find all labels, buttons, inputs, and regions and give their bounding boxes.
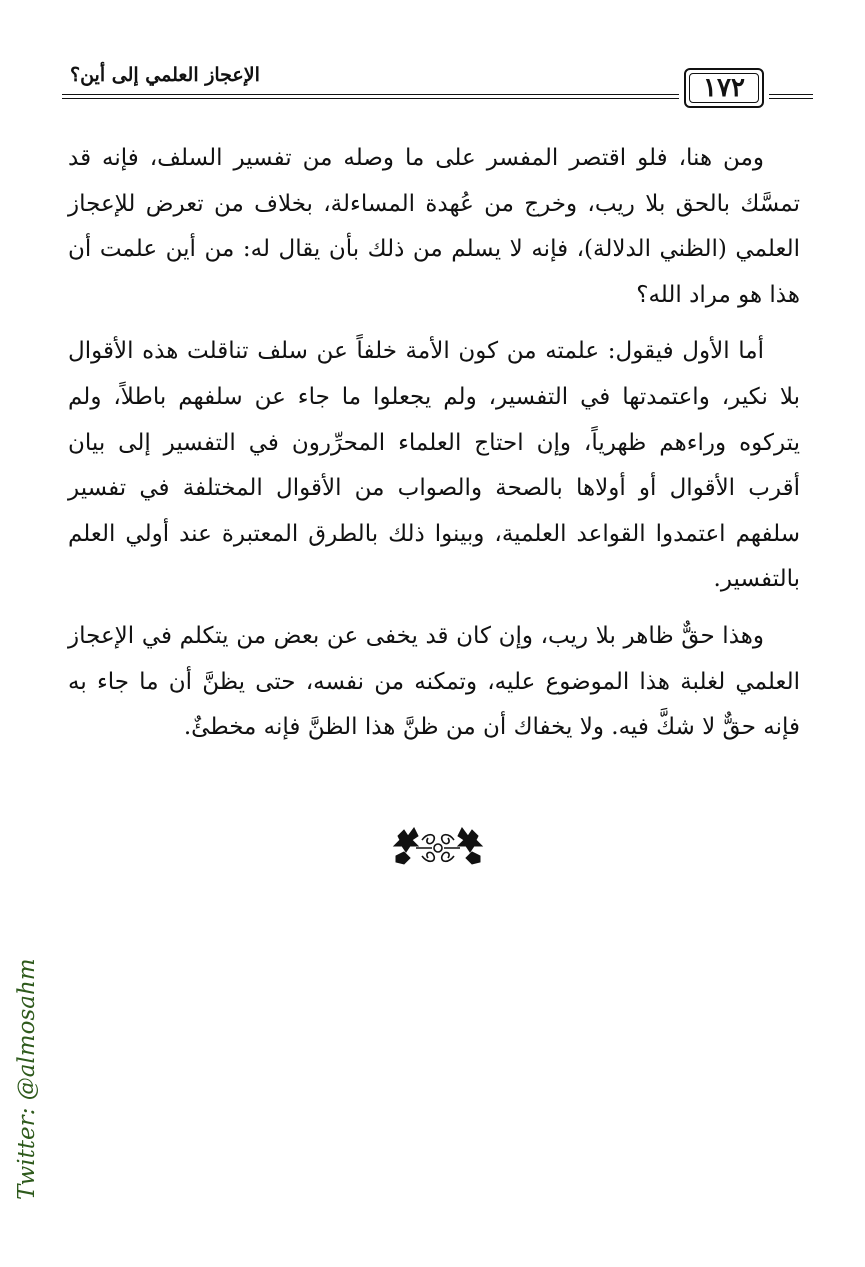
floral-ornament-icon [392,822,484,870]
running-title: الإعجاز العلمي إلى أين؟ [70,64,260,86]
paragraph: وهذا حقٌّ ظاهر بلا ريب، وإن كان قد يخفى عن بعض من يتكلم في الإعجاز العلمي لغلبة هذا الموضوع عليه، وتمكنه من نفسه، حتى يظنَّ أن ما جاء به فإنه حقٌّ لا شكَّ فيه. ولا يخفاك أن من ظنَّ هذا الظنَّ فإنه مخطئٌ. [68,622,800,741]
header-rule [769,94,813,95]
page-header [62,62,813,112]
header-rule [769,98,813,99]
paragraph: ومن هنا، فلو اقتصر المفسر على ما وصله من تفسير السلف، فإنه قد تمسَّك بالحق بلا ريب، وخرج من عُهدة المساءلة، بخلاف من تعرض للإعجاز العلمي (الظني الدلالة)، فإنه لا يسلم من ذلك بأن يقال له: من أين علمت أن هذا هو مراد الله؟ [68,145,800,308]
paragraph: أما الأول فيقول: علمته من كون الأمة خلفاً عن سلف تناقلت هذه الأقوال بلا نكير، واعتمدتها في التفسير، ولم يجعلوا ما جاء عن سلفهم باطلاً، ولم يتركوه وراءهم ظهرياً، وإن احتاج العلماء المحرِّرون في التفسير إلى بيان أقرب الأقوال أو أولاها بالصحة والصواب من الأقوال المختلفة في تفسير سلفهم اعتمدوا القواعد العلمية، وبينوا ذلك بالطرق المعتبرة عند أولي العلم بالتفسير. [68,338,800,593]
header-rule [62,98,679,99]
page-number-frame [684,68,764,108]
watermark: Twitter: @almosahm [14,958,40,1200]
header-rule [62,94,679,95]
page-number: ١٧٢ [703,73,745,103]
body-text [68,136,800,762]
